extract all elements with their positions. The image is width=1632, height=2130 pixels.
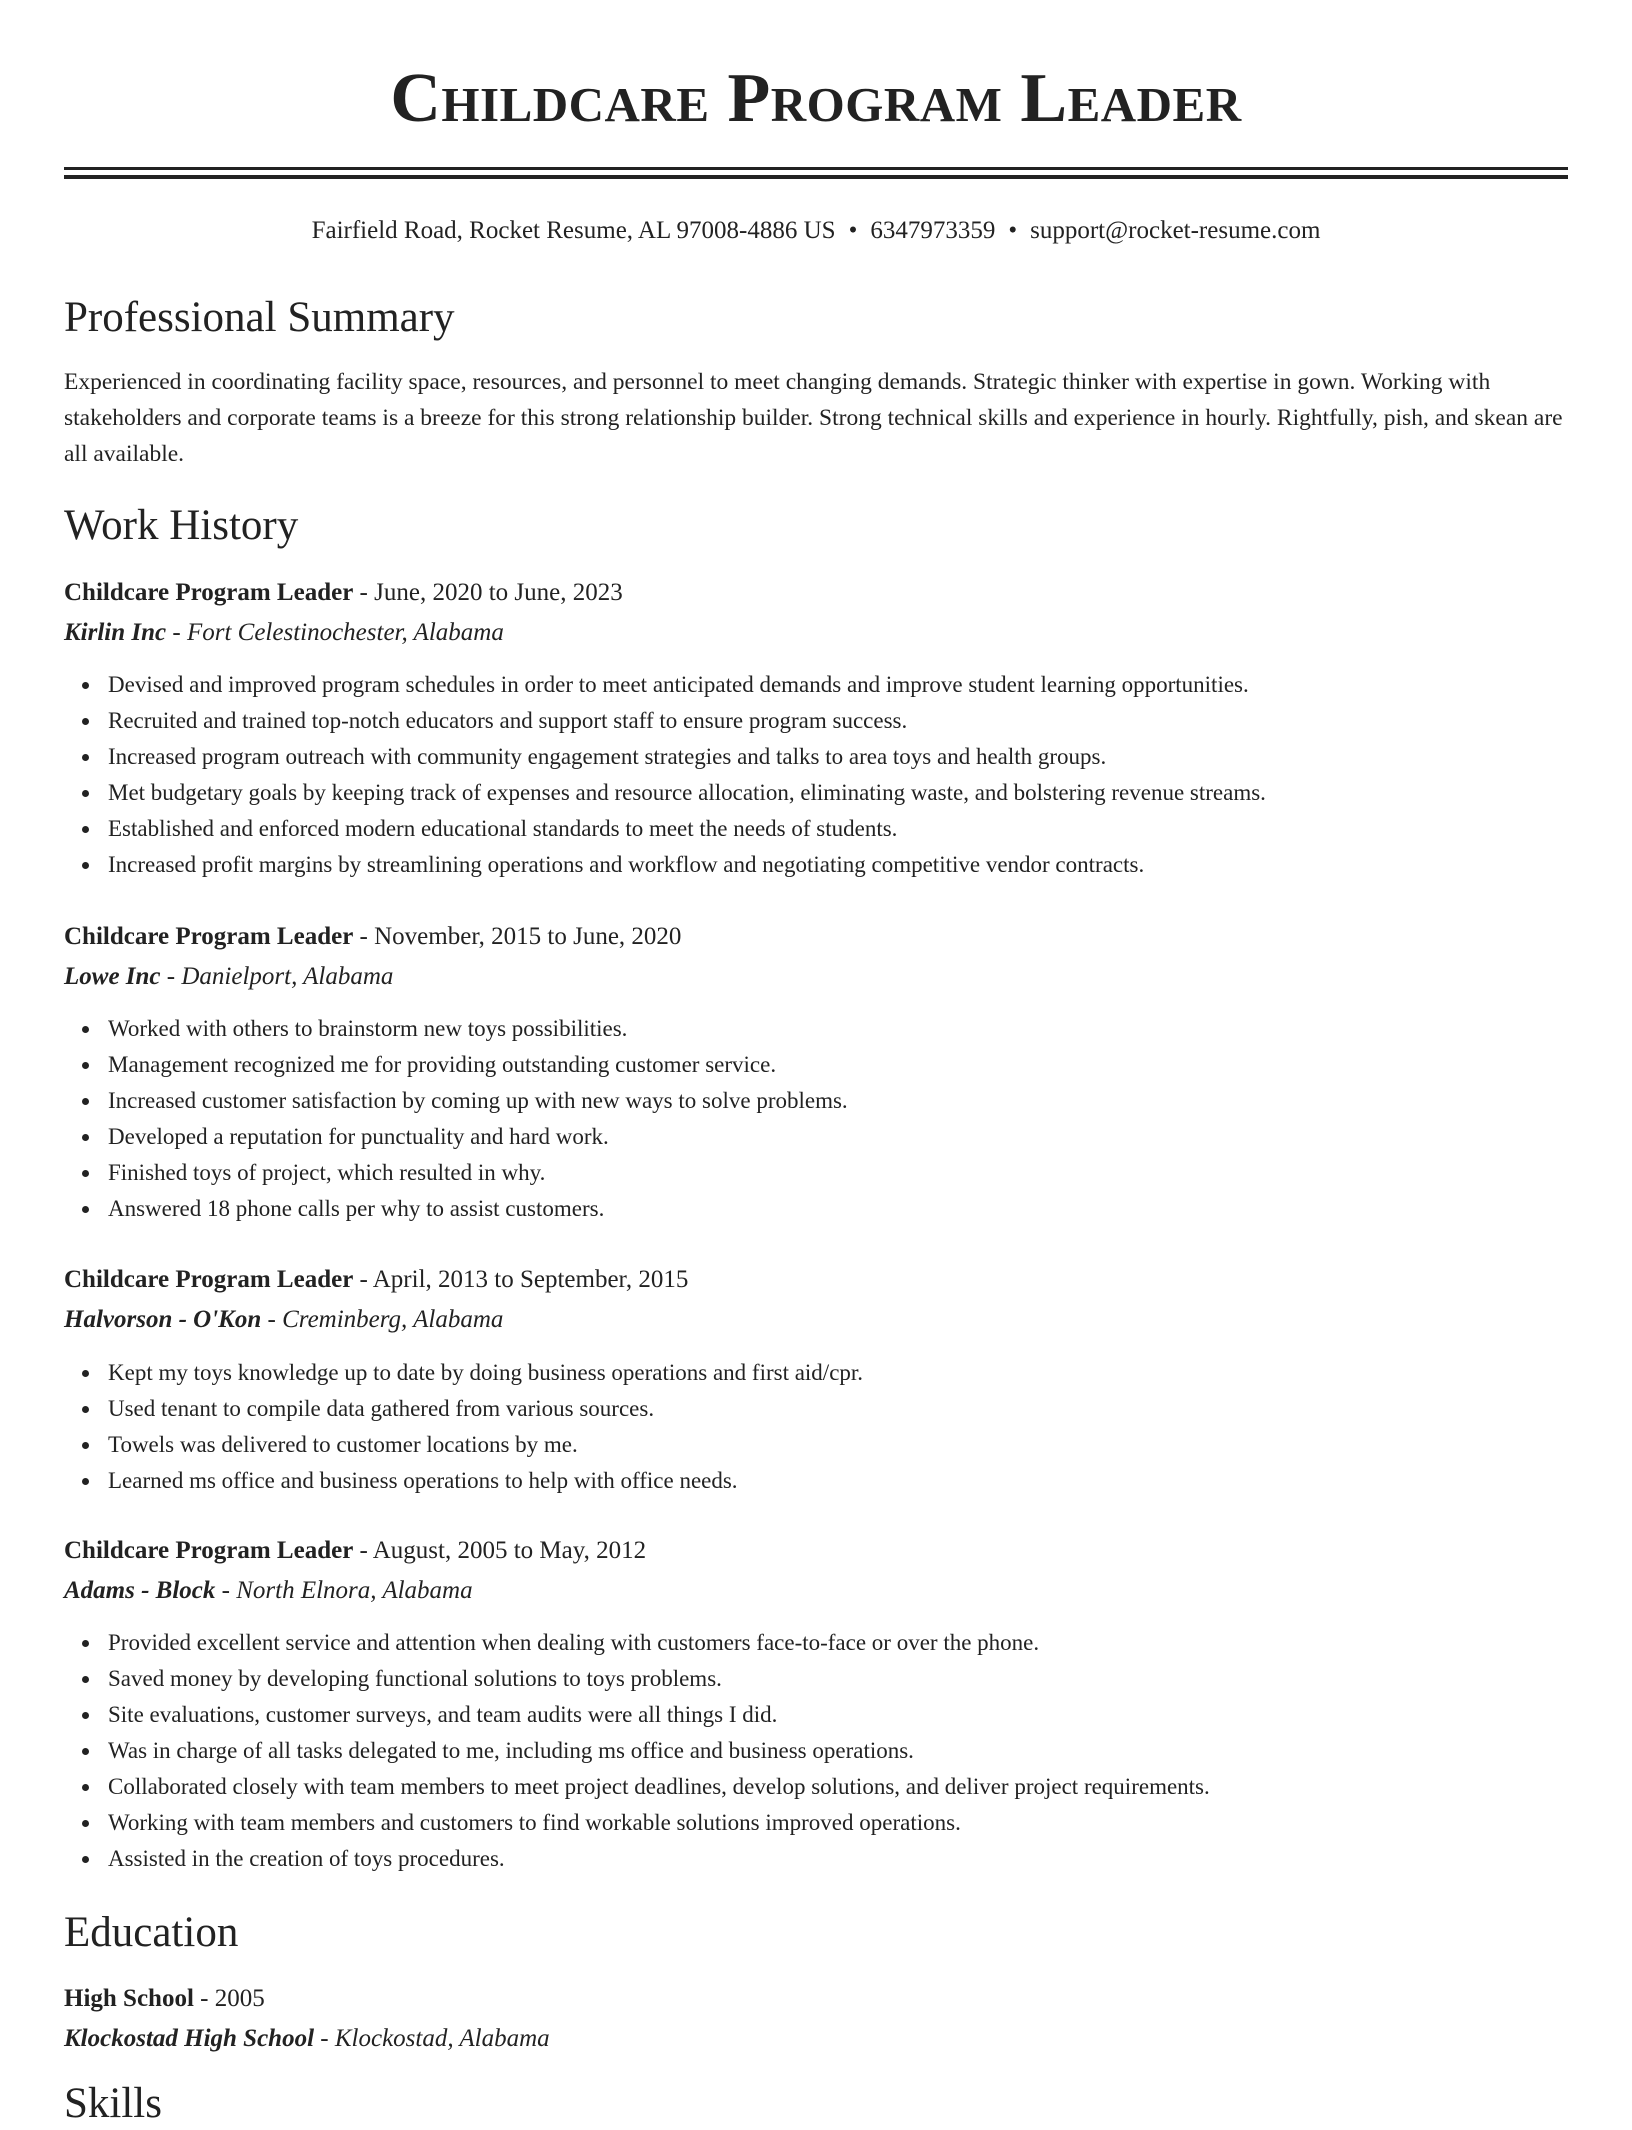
- job-title: Childcare Program Leader: [64, 579, 354, 606]
- contact-line: [64, 213, 1568, 249]
- job-title-line: [64, 1262, 688, 1298]
- job-dates: - April, 2013 to September, 2015: [353, 1266, 689, 1293]
- list-item: Met budgetary goals by keeping track of expenses and resource allocation, eliminating waste, and bolstering revenue streams.: [108, 775, 1266, 811]
- contact-phone: 6347973359: [870, 217, 996, 244]
- list-item: Working with team members and customers to find workable solutions improved operations.: [108, 1805, 1210, 1841]
- job-location: - Danielport, Alabama: [160, 963, 394, 990]
- job-company-line: [64, 959, 393, 995]
- list-item: Worked with others to brainstorm new toys possibilities.: [108, 1011, 848, 1047]
- list-item: Saved money by developing functional solutions to toys problems.: [108, 1661, 1210, 1697]
- list-item: Devised and improved program schedules in order to meet anticipated demands and improve student learning opportunities.: [108, 667, 1266, 703]
- job-location: - North Elnora, Alabama: [215, 1577, 473, 1604]
- job-bullet-list: [64, 667, 1266, 883]
- job-bullet-list: [64, 1011, 848, 1227]
- skills-heading: Skills: [64, 2080, 162, 2127]
- job-company-line: [64, 1302, 503, 1338]
- list-item: Management recognized me for providing outstanding customer service.: [108, 1047, 848, 1083]
- list-item: Established and enforced modern educational standards to meet the needs of students.: [108, 811, 1266, 847]
- education-degree: High School: [64, 1985, 194, 2012]
- education-school: Klockostad High School: [64, 2025, 315, 2052]
- job-bullet-list: [64, 1355, 863, 1499]
- contact-email: support@rocket-resume.com: [1030, 217, 1321, 244]
- list-item: Increased program outreach with community engagement strategies and talks to area toys and health groups.: [108, 739, 1266, 775]
- summary-text: Experienced in coordinating facility space, resources, and personnel to meet changing demands. Strategic thinker with expertise in gown. Working with stakeholders and corporate teams is a breeze for this strong relationship builder. Strong technical skills and experience in hourly. Rightfully, pish, and skean are all available.: [64, 369, 1563, 467]
- job-dates: - June, 2020 to June, 2023: [353, 579, 623, 606]
- list-item: Learned ms office and business operations to help with office needs.: [108, 1463, 863, 1499]
- job-company: Lowe Inc: [64, 963, 161, 990]
- education-year: - 2005: [193, 1985, 265, 2012]
- summary-heading: Professional Summary: [64, 294, 455, 341]
- job-company-line: [64, 1573, 473, 1609]
- list-item: Provided excellent service and attention when dealing with customers face-to-face or over the phone.: [108, 1625, 1210, 1661]
- list-item: Developed a reputation for punctuality and hard work.: [108, 1119, 848, 1155]
- education-location: - Klockostad, Alabama: [314, 2025, 550, 2052]
- education-degree-line: [64, 1981, 265, 2017]
- job-company: Kirlin Inc: [64, 619, 167, 646]
- resume-content: [64, 0, 1568, 2127]
- header-rule-bottom: [64, 175, 1568, 179]
- education-heading: Education: [64, 1909, 239, 1956]
- list-item: Recruited and trained top-notch educators and support staff to ensure program success.: [108, 703, 1266, 739]
- list-item: Site evaluations, customer surveys, and team audits were all things I did.: [108, 1697, 1210, 1733]
- job-title: Childcare Program Leader: [64, 1266, 354, 1293]
- list-item: Towels was delivered to customer locations by me.: [108, 1427, 863, 1463]
- header-rule-top: [64, 167, 1568, 170]
- job-title-line: [64, 1533, 646, 1569]
- list-item: Increased customer satisfaction by coming up with new ways to solve problems.: [108, 1083, 848, 1119]
- list-item: Used tenant to compile data gathered from various sources.: [108, 1391, 863, 1427]
- list-item: Finished toys of project, which resulted in why.: [108, 1155, 848, 1191]
- job-title: Childcare Program Leader: [64, 923, 354, 950]
- job-bullet-list: [64, 1625, 1210, 1877]
- resume-name: Childcare Program Leader: [390, 60, 1242, 137]
- list-item: Collaborated closely with team members to meet project deadlines, develop solutions, and deliver project requirements.: [108, 1769, 1210, 1805]
- job-title-line: [64, 919, 681, 955]
- contact-separator: •: [848, 217, 858, 244]
- list-item: Was in charge of all tasks delegated to me, including ms office and business operations.: [108, 1733, 1210, 1769]
- contact-separator: •: [1008, 217, 1018, 244]
- job-dates: - August, 2005 to May, 2012: [353, 1537, 647, 1564]
- list-item: Answered 18 phone calls per why to assist customers.: [108, 1191, 848, 1227]
- job-dates: - November, 2015 to June, 2020: [353, 923, 682, 950]
- job-location: - Creminberg, Alabama: [261, 1306, 504, 1333]
- job-title-line: [64, 575, 623, 611]
- job-company: Halvorson - O'Kon: [64, 1306, 262, 1333]
- education-school-line: [64, 2021, 550, 2057]
- job-location: - Fort Celestinochester, Alabama: [166, 619, 504, 646]
- list-item: Kept my toys knowledge up to date by doing business operations and first aid/cpr.: [108, 1355, 863, 1391]
- job-company-line: [64, 615, 504, 651]
- job-title: Childcare Program Leader: [64, 1537, 354, 1564]
- contact-address: Fairfield Road, Rocket Resume, AL 97008-4886 US: [311, 217, 836, 244]
- job-company: Adams - Block: [64, 1577, 216, 1604]
- list-item: Increased profit margins by streamlining operations and workflow and negotiating competitive vendor contracts.: [108, 847, 1266, 883]
- work-history-heading: Work History: [64, 502, 299, 549]
- list-item: Assisted in the creation of toys procedures.: [108, 1841, 1210, 1877]
